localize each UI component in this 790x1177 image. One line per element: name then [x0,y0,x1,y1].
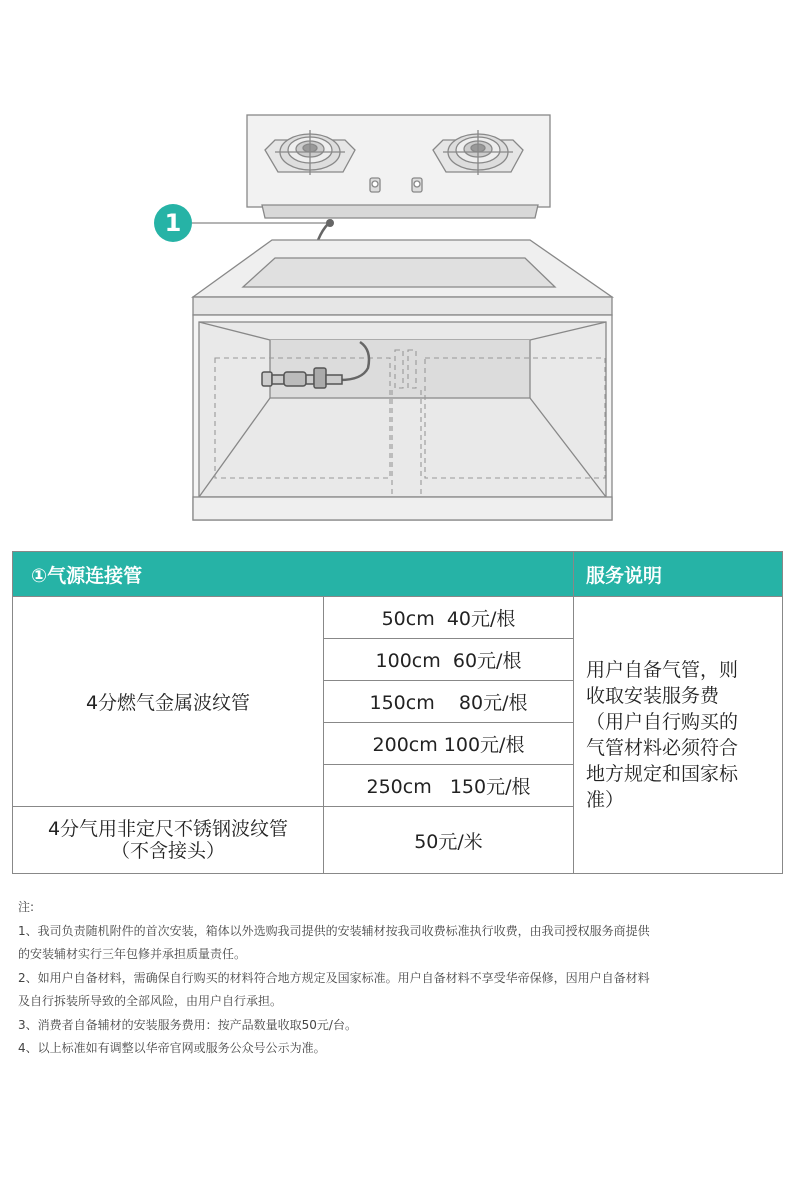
length-value: 100cm [375,650,441,672]
price-cell: 50元/米 [324,807,574,874]
kitchen-cabinet [193,240,612,520]
price-cell [324,681,574,723]
price-value: 60元/根 [452,650,522,672]
table-header-service: 服务说明 [574,552,783,597]
product-name-line: 4分气用非定尺不锈钢波纹管 [47,818,289,840]
stove-cabinet-illustration [0,0,790,540]
price-cell [324,639,574,681]
price-table [12,551,783,874]
note-line: 3、消费者自备辅材的安装服务费用：按产品数量收取50元/台。 [18,1017,357,1032]
callout-badge: 1 [154,204,192,242]
note-line: 4、以上标准如有调整以华帝官网或服务公众号公示为准。 [18,1041,326,1055]
table-header-title: ①气源连接管 [13,552,574,597]
service-line: 准） [586,789,625,811]
product-name-cell [13,807,324,874]
notes-heading: 注: [18,900,35,914]
length-value: 150cm [369,692,435,714]
price-cell [324,765,574,807]
service-line: 用户自备气管，则 [586,659,739,681]
notes-section [18,896,778,1061]
service-line: 地方规定和国家标 [586,763,739,785]
price-cell [324,597,574,639]
note-line: 2、如用户自备材料，需确保自行购买的材料符合地方规定及国家标准。用户自备材料不享受华帝保修，因用户自备材料 [18,970,650,985]
note-line: 1、我司负责随机附件的首次安装，箱体以外选购我司提供的安装辅材按我司收费标准执行收费，由我司授权服务商提供 [18,923,650,938]
gas-stove [247,115,550,218]
table-row [13,597,783,639]
product-name-note: （不含接头） [110,840,225,862]
table-header-row [13,552,783,597]
price-value: 40元/根 [446,608,516,630]
note-line: 及自行拆装所导致的全部风险，由用户自行承担。 [18,994,283,1008]
length-value: 50cm [381,608,435,630]
length-value: 250cm [366,776,432,798]
service-line: 气管材料必须符合 [586,737,739,759]
price-value: 80元/根 [458,692,528,714]
service-description-cell [574,597,783,874]
note-line: 的安装辅材实行三年包修并承担质量责任。 [18,947,247,961]
service-line: （用户自行购买的 [586,711,739,733]
length-value: 200cm [372,734,438,756]
product-name-cell: 4分燃气金属波纹管 [13,597,324,807]
price-cell [324,723,574,765]
price-value: 100元/根 [443,734,525,756]
service-line: 收取安装服务费 [586,685,720,707]
price-value: 150元/根 [449,776,531,798]
